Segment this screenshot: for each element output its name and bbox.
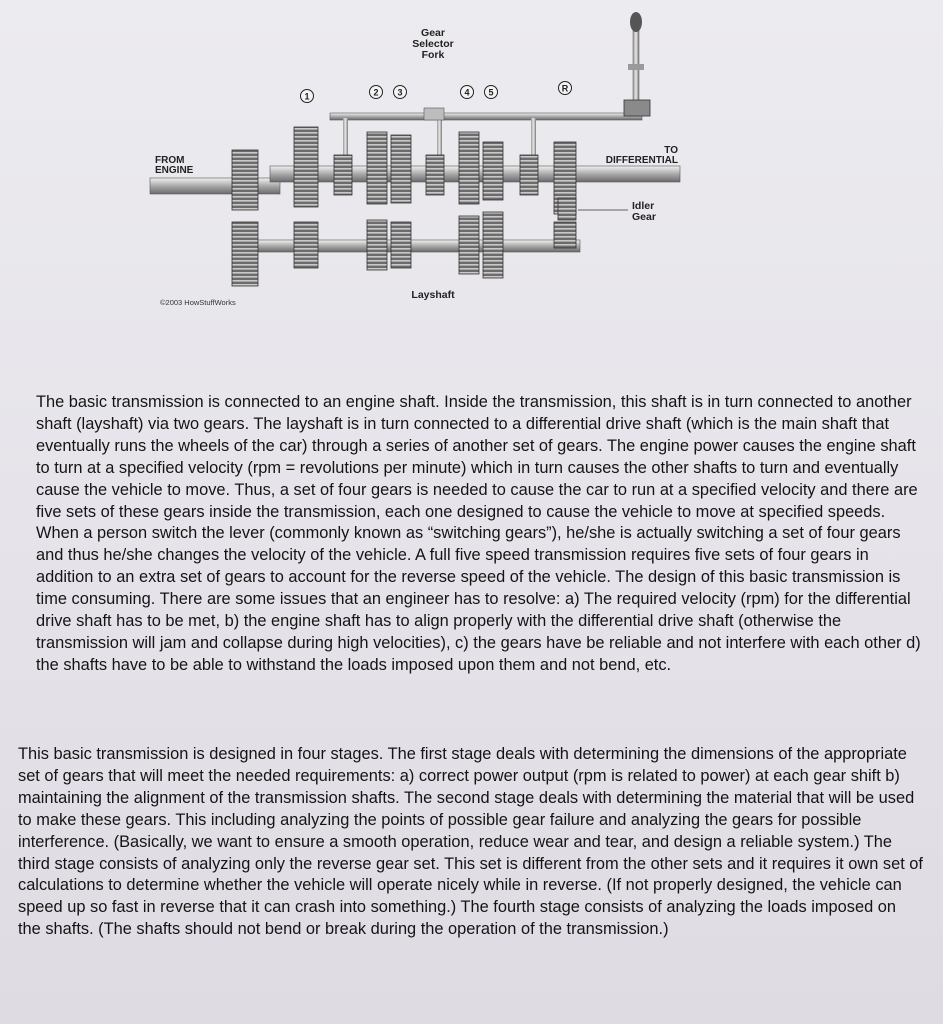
paragraph-transmission-overview: The basic transmission is connected to an engine shaft. Inside the transmission, this shaft is in turn connected to another shaft (layshaft) via two gears. The layshaft is in turn connected to a differential drive shaft (which is the main shaft that eventually runs the wheels of the car) through a series of another set of gears. The engine power causes the engine shaft to turn at a specified velocity (rpm = revolutions per minute) which in turn causes the other shafts to turn and eventually cause the vehicle to move. Thus, a set of four gears is needed to cause the car to run at a specified velocity and there are five sets of these gears inside the transmission, each one designed to cause the vehicle to move at specified speeds. When a person switch the lever (commonly known as “switching gears”), he/she is actually switching a set of four gears and thus he/she changes the velocity of the vehicle. A full five speed transmission requires five sets of four gears in addition to an extra set of gears to account for the reverse speed of the vehicle. The design of this basic transmission is time consuming. There are some issues that an engineer has to resolve: a) The required velocity (rpm) for the differential drive shaft has to be met, b) the engine shaft has to align properly with the differential drive shaft (otherwise the transmission will jam and collapse during high velocities), c) the gears have be reliable and not interfere with each other d) the shafts have to be able to withstand the loads imposed upon them and not bend, etc. [36,393,921,674]
copyright-notice: ©2003 HowStuffWorks [160,298,236,307]
selector-rail [330,113,642,120]
svg-text:3: 3 [397,87,403,98]
gear-lever-knob [630,12,642,32]
gear-marker-2 [370,86,383,99]
svg-text:2: 2 [373,87,379,98]
gear-lever [633,20,639,104]
label-gear: Gear [421,27,445,39]
gear-marker-3 [394,86,407,99]
selector-fork-5 [531,118,536,158]
gear-marker-4 [461,86,474,99]
engine-shaft [150,178,280,194]
label-engine: ENGINE [155,165,194,176]
label-differential: DIFFERENTIAL [605,155,678,166]
paragraph-design-stages: This basic transmission is designed in four stages. The first stage deals with determining the dimensions of the appropriate set of gears that will meet the needed requirements: a) correct power output (rpm is related to power) at each gear shift b) maintaining the alignment of the transmission shafts. The second stage deals with determining the material that will be used to make these gears. This including analyzing the points of possible gear failure and analyzing the gears for possible interference. (Basically, we want to ensure a smooth operation, reduce wear and tear, and design a reliable system.) The third stage consists of analyzing only the reverse gear set. This set is different from the other sets and it requires it own set of calculations to determine whether the vehicle will operate nicely while in reverse. (If not properly designed, the vehicle can speed up so fast in reverse that it can crash into something.) The fourth stage consists of analyzing the loads imposed on the shafts. (The shafts should not bend or break during the operation of the transmission.) [18,745,923,939]
label-idler-gear: Gear [632,211,656,223]
idler-gear [558,198,576,220]
transmission-diagram [0,0,943,340]
gear-marker-1 [301,90,314,103]
label-to: TO [664,145,678,156]
label-fork: Fork [421,49,445,61]
lever-housing [624,100,650,116]
svg-text:4: 4 [464,87,470,98]
label-idler: Idler [632,200,655,212]
label-layshaft: Layshaft [411,289,455,301]
svg-text:R: R [561,83,569,94]
selector-fork-3-4 [437,118,442,158]
label-selector: Selector [412,38,454,50]
svg-text:5: 5 [488,87,494,98]
gear-marker-reverse [559,82,572,95]
gear-marker-5 [485,86,498,99]
svg-text:1: 1 [304,91,310,102]
selector-fork-1-2 [343,118,348,158]
label-from: FROM [155,155,185,166]
